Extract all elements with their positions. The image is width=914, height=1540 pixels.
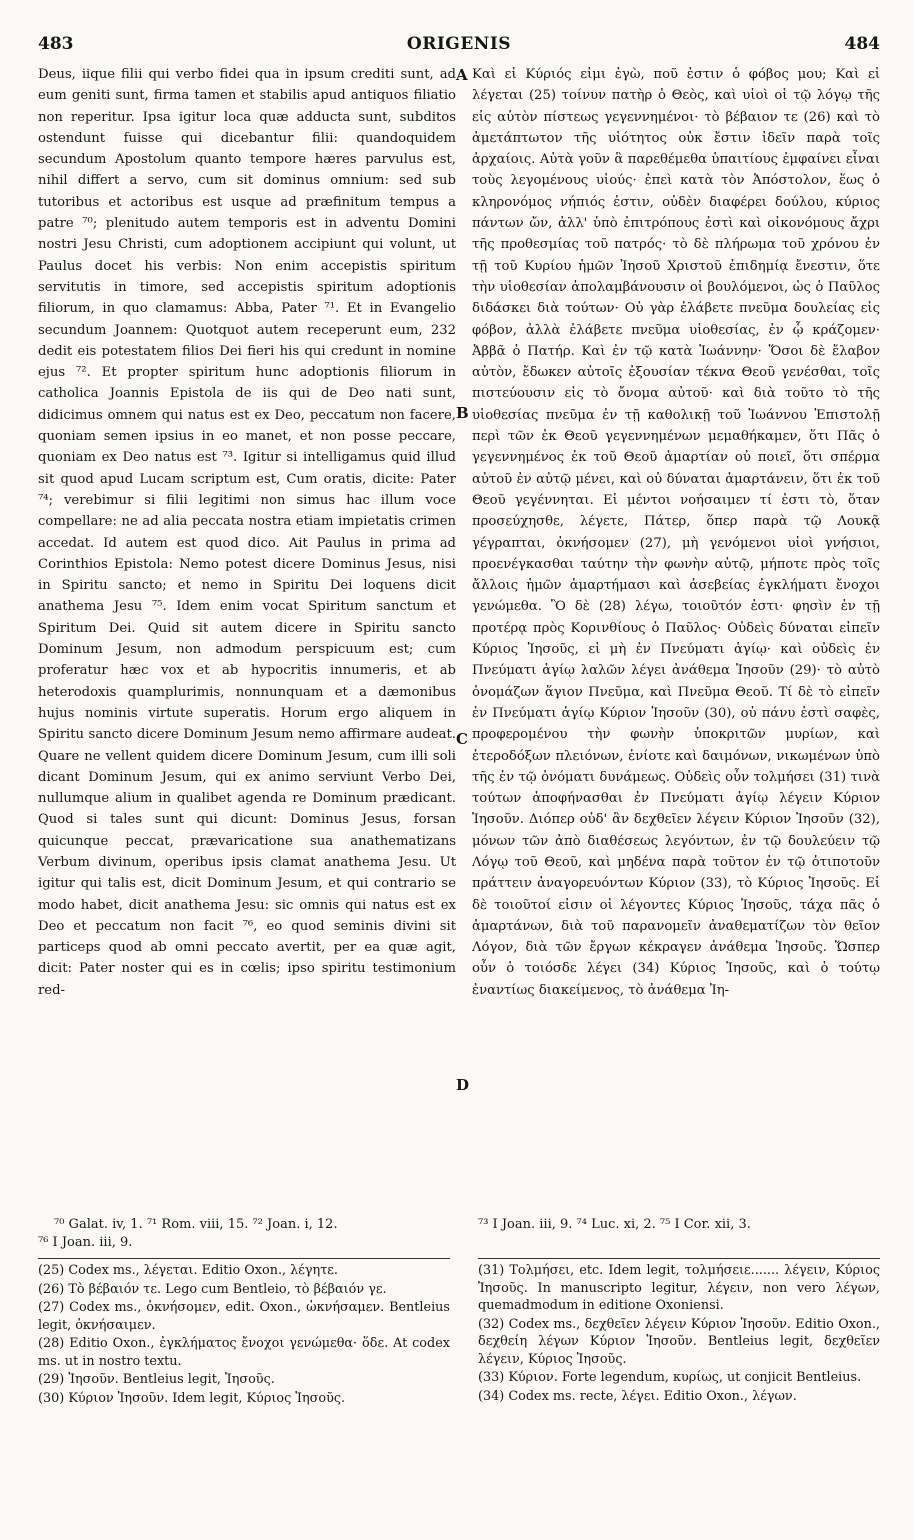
greek-footnote-line: ⁷³ I Joan. iii, 9. ⁷⁴ Luc. xi, 2. ⁷⁵ I Cor. xii, 3. xyxy=(478,1217,751,1232)
note-34: (34) Codex ms. recte, λέγει. Editio Oxon., λέγων. xyxy=(478,1388,797,1404)
page-number-left: 483 xyxy=(38,34,74,54)
note-28: (28) Editio Oxon., ἐγκλήματος ἔνοχοι γενώμεθα· ὅδε. At codex ms. ut in nostro textu. xyxy=(38,1336,450,1369)
running-title: ORIGENIS xyxy=(406,34,512,54)
notes-divider-right xyxy=(478,1258,880,1259)
notes-divider-left xyxy=(38,1258,450,1259)
note-33: (33) Κύριον. Forte legendum, κυρίως, ut conjicit Bentleius. xyxy=(478,1370,862,1385)
critical-notes-right xyxy=(478,1262,880,1406)
latin-footnote-line-2: ⁷⁶ I Joan. iii, 9. xyxy=(38,1235,133,1250)
section-marker-c: C xyxy=(456,730,468,748)
latin-text: Deus, iique filii qui verbo fidei qua in ipsum crediti sunt, ad eum geniti sunt, firma tamen et stabilis apud antiquos filiatio non reperitur. Ipsa igitur loca quæ adducta sunt, subditos ostendunt fuisse qui dicebantur filii: quandoquidem secundum Apostolum quanto tempore hæres parvulus est, nihil differt a servo, cum sit dominus omnium: sed sub tutoribus et actoribus est usque ad præfinitum tempus a patre ⁷⁰; plenitudo autem temporis est in adventu Domini nostri Jesu Christi, cum adoptionem accipiunt qui volunt, ut Paulus docet his verbis: Non enim accepistis spiritum servitutis in timore, sed accepistis spiritum adoptionis filiorum, in quo clamamus: Abba, Pater ⁷¹. Et in Evangelio secundum Joannem: Quotquot autem receperunt eum, 232 dedit eis potestatem filios Dei fieri his qui credunt in nomine ejus ⁷². Et propter spiritum hunc adoptionis filiorum in catholica Joannis Epistola de iis qui de Deo nati sunt, didicimus omnem qui natus est ex Deo, peccatum non facere, quoniam semen ipsius in eo manet, et non posse peccare, quoniam ex Deo natus est ⁷³. Igitur si intelligamus quid illud sit quod apud Lucam scriptum est, Cum oratis, dicite: Pater ⁷⁴; verebimur si filii legitimi non simus hac illum voce compellare: ne ad alia peccata nostra etiam impietatis crimen accedat. Id autem est quod dico. Ait Paulus in prima ad Corinthios Epistola: Nemo potest dicere Dominus Jesus, nisi in Spiritu sancto; et nemo in Spiritu Dei loquens dicit anathema Jesu ⁷⁵. Idem enim vocat Spiritum sanctum et Spiritum Dei. Quid sit autem dicere in Spiritu sancto Dominum Jesum, non admodum perspicuum est; cum proferatur hæc vox et ab hypocritis innumeris, et ab heterodoxis quamplurimis, nonnunquam et a dæmonibus hujus nominis virtute superatis. Horum ergo aliquem in Spiritu sancto dicere Dominum Jesum nemo affirmare audeat. Quare ne vellent quidem dicere Dominum Jesum, cum illi soli dicant Dominum Jesum, qui ex animo serviunt Verbo Dei, nullumque alium in qualibet agenda re Dominum prædicant. Quod si tales sunt qui dicunt: Dominus Jesus, forsan quicunque peccat, prævaricatione sua anathematizans Verbum divinum, operibus ipsis clamat anathema Jesu. Ut igitur qui talis est, dicit Dominum Jesum, et qui contrario se modo habet, dicit anathema Jesu: sic omnis qui natus est ex Deo et peccatum non facit ⁷⁶, eo quod seminis divini sit particeps quod ab omni peccato avertit, per ea quæ agit, dicit: Pater noster qui es in cœlis; ipso spiritu testimonium red- xyxy=(38,67,456,998)
latin-column xyxy=(38,64,456,1001)
note-30: (30) Κύριον Ἰησοῦν. Idem legit, Κύριος Ἰησοῦς. xyxy=(38,1390,346,1406)
note-25: (25) Codex ms., λέγεται. Editio Oxon., λέγητε. xyxy=(38,1263,339,1278)
note-29: (29) Ἰησοῦν. Bentleius legit, Ἰησοῦς. xyxy=(38,1372,275,1387)
note-26: (26) Τὸ βέβαιόν τε. Lego cum Bentleio, τὸ βέβαιόν γε. xyxy=(38,1281,387,1297)
greek-column xyxy=(472,64,880,1001)
note-31: (31) Τολμήσει, etc. Idem legit, τολμήσειε....... λέγειν, Κύριος Ἰησοῦς. In manuscripto legitur, λέγειν, non vero λέγων, quemadmodum in editione Oxoniensi. xyxy=(478,1263,880,1313)
page-number-right: 484 xyxy=(844,34,880,54)
section-marker-a: A xyxy=(456,66,468,84)
critical-notes-left xyxy=(38,1262,450,1408)
latin-footnote-line-1: ⁷⁰ Galat. iv, 1. ⁷¹ Rom. viii, 15. ⁷² Joan. i, 12. xyxy=(54,1217,338,1232)
greek-text: Καὶ εἰ Κύριός εἰμι ἐγὼ, ποῦ ἐστιν ὁ φόβος μου; Καὶ εἰ λέγεται (25) τοίνυν πατὴρ ὁ Θεὸς, καὶ υἱοὶ οἱ τῷ λόγῳ τῆς εἰς αὐτὸν πίστεως γεγεννημένοι· τὸ βέβαιον τε (26) καὶ τὸ ἀμετάπτωτον τῆς υἱότητος οὐκ ἔστιν ἰδεῖν παρὰ τοῖς ἀρχαίοις. Αὐτὰ γοῦν ἃ παρεθέμεθα ὑπαιτίους ἐμφαίνει εἶναι τοὺς λεγομένους υἱούς· ἐπεὶ κατὰ τὸν Ἀπόστολον, ἕως ὁ κληρονόμος νήπιός ἐστιν, οὐδὲν διαφέρει δούλου, κύριος πάντων ὤν, ἀλλ' ὑπὸ ἐπιτρόπους ἐστὶ καὶ οἰκονόμους ἄχρι τῆς προθεσμίας τοῦ πατρός· τὸ δὲ πλήρωμα τοῦ χρόνου ἐν τῇ τοῦ Κυρίου ἡμῶν Ἰησοῦ Χριστοῦ ἐπιδημίᾳ ἔνεστιν, ὅτε τὴν υἱοθεσίαν ἀπολαμβάνουσιν οἱ βουλόμενοι, ὡς ὁ Παῦλος διδάσκει διὰ τούτων· Οὐ γὰρ ἐλάβετε πνεῦμα δουλείας εἰς φόβον, ἀλλὰ ἐλάβετε πνεῦμα υἱοθεσίας, ἐν ᾧ κράζομεν· Ἀββᾶ ὁ Πατήρ. Καὶ ἐν τῷ κατὰ Ἰωάννην· Ὅσοι δὲ ἔλαβον αὐτὸν, ἔδωκεν αὐτοῖς ἐξουσίαν τέκνα Θεοῦ γενέσθαι, τοῖς πιστεύουσιν εἰς τὸ ὄνομα αὐτοῦ· καὶ διὰ τοῦτο τὸ τῆς υἱοθεσίας πνεῦμα ἐν τῇ καθολικῇ τοῦ Ἰωάννου Ἐπιστολῇ περὶ τῶν ἐκ Θεοῦ γεγεννημένων μεμαθήκαμεν, ὅτι Πᾶς ὁ γεγεννημένος ἐκ τοῦ Θεοῦ ἁμαρτίαν οὐ ποιεῖ, ὅτι σπέρμα αὐτοῦ ἐν αὐτῷ μένει, καὶ οὐ δύναται ἁμαρτάνειν, ὅτι ἐκ τοῦ Θεοῦ γεγέννηται. Εἰ μέντοι νοήσαιμεν τί ἐστι τὸ, ὅταν προσεύχησθε, λέγετε, Πάτερ, ὅπερ παρὰ τῷ Λουκᾷ γέγραπται, ὀκνήσομεν (27), μὴ γενόμενοι υἱοὶ γνήσιοι, προενέγκασθαι ταύτην τὴν φωνὴν αὐτῷ, μήποτε πρὸς τοῖς ἄλλοις ἡμῶν ἁμαρτήμασι καὶ ἀσεβείας ἐγκλήματι ἔνοχοι γενώμεθα. Ὃ δὲ (28) λέγω, τοιοῦτόν ἐστι· φησὶν ἐν τῇ προτέρᾳ πρὸς Κορινθίους ὁ Παῦλος· Οὐδεὶς δύναται εἰπεῖν Κύριος Ἰησοῦς, εἰ μὴ ἐν Πνεύματι ἁγίῳ· καὶ οὐδεὶς ἐν Πνεύματι ἁγίῳ λαλῶν λέγει ἀνάθεμα Ἰησοῦν (29)· τὸ αὐτὸ ὀνομάζων ἅγιον Πνεῦμα, καὶ Πνεῦμα Θεοῦ. Τί δὲ τὸ εἰπεῖν ἐν Πνεύματι ἁγίῳ Κύριον Ἰησοῦν (30), οὐ πάνυ ἐστὶ σαφὲς, προφερομένου τὴν φωνὴν ὑποκριτῶν μυρίων, καὶ ἑτεροδόξων πλειόνων, ἐνίοτε καὶ δαιμόνων, νικωμένων ὑπὸ τῆς ἐν τῷ ὀνόματι δυνάμεως. Οὐδεὶς οὖν τολμήσει (31) τινὰ τούτων ἀποφήνασθαι ἐν Πνεύματι ἁγίῳ λέγειν Κύριον Ἰησοῦν. Διόπερ οὐδ' ἂν δεχθεῖεν λέγειν Κύριον Ἰησοῦν (32), μόνων τῶν ἀπὸ διαθέσεως λεγόντων, ἐν τῷ δουλεύειν τῷ Λόγῳ τοῦ Θεοῦ, καὶ μηδένα παρὰ τοῦτον ἐν τῷ ὁτιποτοῦν πράττειν ἀναγορευόντων Κύριον (33), τὸ Κύριος Ἰησοῦς. Εἰ δὲ τοιοῦτοί εἰσιν οἱ λέγοντες Κύριος Ἰησοῦς, τάχα πᾶς ὁ ἁμαρτάνων, διὰ τοῦ παρανομεῖν ἀναθεματίζων τὸν θεῖον Λόγον, διὰ τῶν ἔργων κέκραγεν ἀνάθεμα Ἰησοῦς. Ὥσπερ οὖν ὁ τοιόσδε λέγει (34) Κύριος Ἰησοῦς, καὶ ὁ τούτῳ ἐναντίως διακείμενος, τὸ ἀνάθεμα Ἰη- xyxy=(472,67,880,998)
section-marker-b: B xyxy=(456,404,469,422)
page-header xyxy=(38,34,880,60)
section-marker-d: D xyxy=(456,1076,470,1094)
note-32: (32) Codex ms., δεχθεῖεν λέγειν Κύριον Ἰησοῦν. Editio Oxon., δεχθείη λέγων Κύριον Ἰησοῦν. Bentleius legit, δεχθεῖεν λέγειν, Κύριος Ἰησοῦς. xyxy=(478,1316,880,1367)
note-27: (27) Codex ms., ὀκνήσομεν, edit. Oxon., ὠκνήσαμεν. Bentleius legit, ὀκνήσαιμεν. xyxy=(38,1300,450,1333)
